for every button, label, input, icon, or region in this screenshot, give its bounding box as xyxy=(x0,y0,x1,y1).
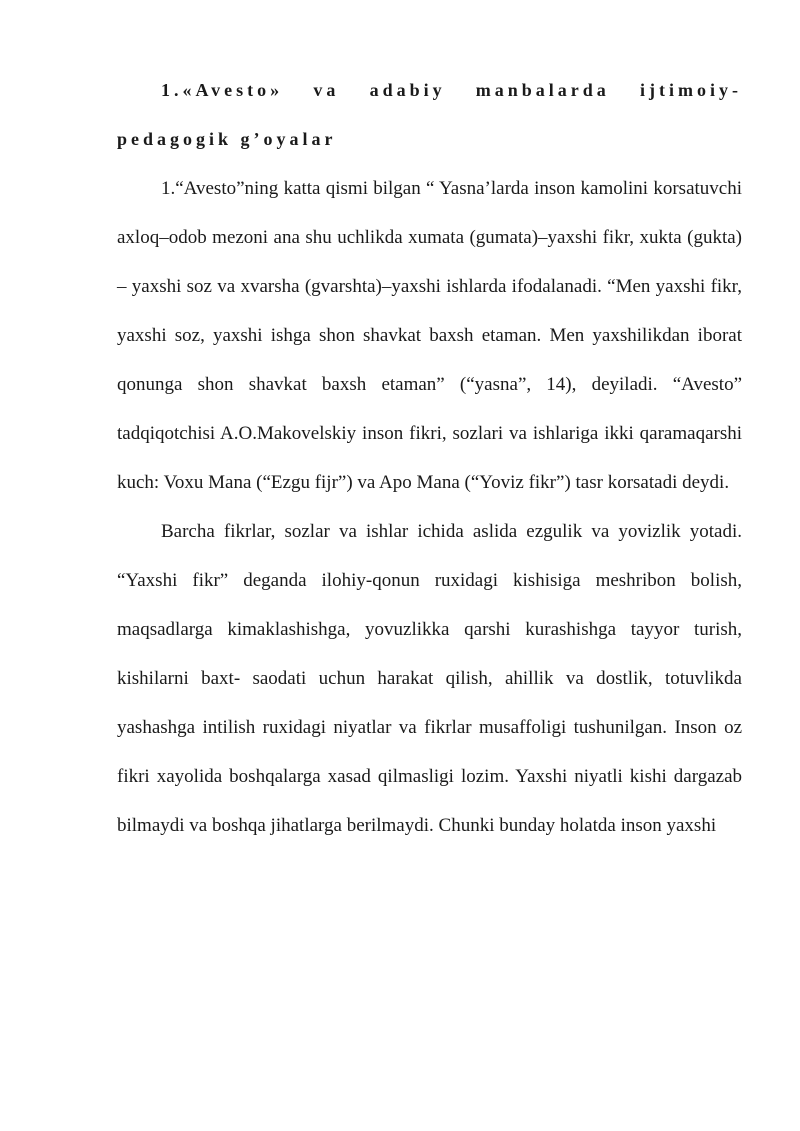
paragraph-ezgulik-yovizlik: Barcha fikrlar, sozlar va ishlar ichida aslida ezgulik va yovizlik yotadi. “Yaxshi fikr” deganda ilohiy-qonun ruxidagi kishisiga meshribon bolish, maqsadlarga kimaklashishga, yovuzlikka qarshi kurashishga tayyor turish, kishilarni baxt- saodati uchun harakat qilish, ahillik va dostlik, totuvlikda yashashga intilish ruxidagi niyatlar va fikrlar musaffoligi tushunilgan. Inson oz fikri xayolida boshqalarga xasad qilmasligi lozim. Yaxshi niyatli kishi dargazab bilmaydi va boshqa jihatlarga berilmaydi. Chunki bunday holatda inson yaxshi xyxy=(117,521,742,836)
section-heading: 1.«Avesto» va adabiy manbalarda ijtimoiy-pedagogik g’oyalar xyxy=(117,80,742,149)
paragraph-avesto-yasna: 1.“Avesto”ning katta qismi bilgan “ Yasna’larda inson kamolini korsatuvchi axloq–odob mezoni ana shu uchlikda xumata (gumata)–yaxshi fikr, xukta (gukta) – yaxshi soz va xvarsha (gvarshta)–yaxshi ishlarda ifodalanadi. “Men yaxshi fikr, yaxshi soz, yaxshi ishga shon shavkat baxsh etaman. Men yaxshilikdan iborat qonunga shon shavkat baxsh etaman” (“yasna”, 14), deyiladi. “Avesto” tadqiqotchisi A.O.Makovelskiy inson fikri, sozlari va ishlariga ikki qaramaqarshi kuch: Voxu Mana (“Ezgu fijr”) va Apo Mana (“Yoviz fikr”) tasr korsatadi deydi. xyxy=(117,178,742,493)
document-page xyxy=(117,66,742,850)
